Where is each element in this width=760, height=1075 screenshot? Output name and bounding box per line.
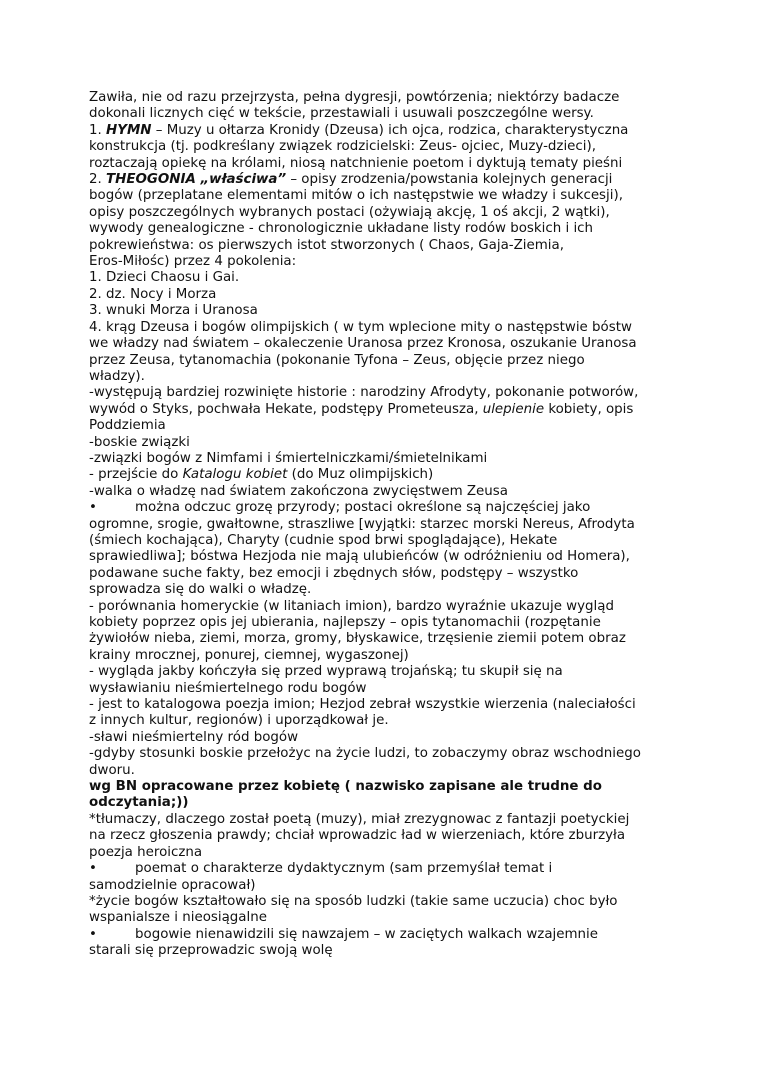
text-line: wywody genealogiczne - chronologicznie układane listy rodów boskich i ich [89,221,594,237]
text-line: *życie bogów kształtowało się na sposób ludzki (takie same uczucia) choc było [89,893,618,909]
document-body [89,90,679,960]
theogonia-heading-line [89,172,679,188]
text-line: pokrewieństwa: os pierwszych istot stworzonych ( Chaos, Gaja-Ziemia, [89,237,564,253]
text-line: konstrukcja (tj. podkreślany związek rodzicielski: Zeus- ojciec, Muzy-dzieci), [89,139,596,155]
text-line: poezja heroiczna [89,844,203,860]
italic-title: Katalogu kobiet [182,467,288,483]
text-line: wysławianiu nieśmiertelnego rodu bogów [89,680,367,696]
text-line: żywiołów nieba, ziemi, morza, gromy, błyskawice, trzęsienie ziemii potem obraz [89,631,626,647]
text-line: podawane suche fakty, bez emocji i zbędnych słów, podstępy – wszystko [89,565,579,581]
text-line: sprowadza się do walki o władzę. [89,582,312,598]
text-span: (do Muz olimpijskich) [287,467,434,483]
text-line: bogów (przeplatane elementami mitów o ich następstwie we władzy i sukcesji), [89,188,623,204]
hymn-text: – Muzy u ołtarza Kronidy (Dzeusa) ich ojca, rodzica, charakterystyczna [151,122,629,138]
text-line: we władzy nad światem – okaleczenie Uranosa przez Kronosa, oszukanie Uranosa [89,336,637,352]
bullet-text: można odczuc grozę przyrody; postaci określone są najczęściej jako [135,500,591,516]
text-line: *tłumaczy, dlaczego został poetą (muzy), miał zrezygnowac z fantazji poetyckiej [89,811,630,827]
text-line: ogromne, srogie, gwałtowne, straszliwe [wyjątki: starzec morski Nereus, Afrodyta [89,516,635,532]
text-line: - wygląda jakby kończyła się przed wyprawą trojańską; tu skupił się na [89,664,563,680]
text-line: -sławi nieśmiertelny ród bogów [89,729,299,745]
text-line [89,467,679,483]
bullet-icon: • [89,861,97,877]
bullet-line [89,861,679,877]
bullet-text: bogowie nienawidzili się nawzajem – w zaciętych walkach wzajemnie [135,926,598,942]
text-span: - przejście do [89,467,183,483]
text-line: na rzecz głoszenia prawdy; chciał wprowadzic ład w wierzeniach, które zburzyła [89,828,626,844]
text-line: 1. Dzieci Chaosu i Gai. [89,270,240,286]
text-line: -walka o władzę nad światem zakończona zwycięstwem Zeusa [89,483,508,499]
text-line: opisy poszczególnych wybranych postaci (ożywiają akcję, 1 oś akcji, 2 wątki), [89,204,610,220]
hymn-heading-line [89,123,679,139]
text-line [89,402,679,418]
list-number: 2. [89,172,107,188]
bullet-icon: • [89,926,97,942]
text-line: -występują bardziej rozwinięte historie : narodziny Afrodyty, pokonanie potworów, [89,385,639,401]
text-line: dokonali licznych cięć w tekście, przestawiali i usuwali poszczególne wersy. [89,106,594,122]
text-line: krainy mrocznej, ponurej, ciemnej, wygaszonej) [89,647,409,663]
bold-heading-line: wg BN opracowane przez kobietę ( nazwisko zapisane ale trudne do [89,779,602,795]
bullet-text: poemat o charakterze dydaktycznym (sam przemyślał temat i [135,861,553,877]
text-line: - porównania homeryckie (w litaniach imion), bardzo wyraźnie ukazuje wygląd [89,598,614,614]
text-line: Eros-Miłośc) przez 4 pokolenia: [89,254,297,270]
text-line: Poddziemia [89,418,166,434]
bullet-line [89,500,679,516]
text-line: -związki bogów z Nimfami i śmiertelniczkami/śmietelnikami [89,450,488,466]
text-line: sprawiedliwa]; bóstwa Hezjoda nie mają ulubieńców (w odróżnieniu od Homera), [89,549,630,565]
text-line: -boskie związki [89,434,190,450]
theogonia-title: THEOGONIA „właściwa” [106,172,287,188]
text-line: władzy). [89,368,145,384]
text-line: 2. dz. Nocy i Morza [89,286,217,302]
text-span: kobiety, opis [544,401,634,417]
hymn-title: HYMN [106,122,152,138]
text-line: (śmiech kochająca), Charyty (cudnie spod brwi spoglądające), Hekate [89,532,558,548]
text-line: przez Zeusa, tytanomachia (pokonanie Tyfona – Zeus, objęcie przez niego [89,352,585,368]
text-line: 4. krąg Dzeusa i bogów olimpijskich ( w tym wplecione mity o następstwie bóstw [89,319,632,335]
text-span: wywód o Styks, pochwała Hekate, podstępy Prometeusza, [89,401,483,417]
bullet-line [89,927,679,943]
bullet-icon: • [89,500,97,516]
theogonia-text: – opisy zrodzenia/powstania kolejnych generacji [286,172,613,188]
text-line: dworu. [89,762,135,778]
text-line: - jest to katalogowa poezja imion; Hezjod zebrał wszystkie wierzenia (naleciałości [89,697,636,713]
text-line: -gdyby stosunki boskie przełożyc na życie ludzi, to zobaczymy obraz wschodniego [89,746,641,762]
text-line: 3. wnuki Morza i Uranosa [89,303,258,319]
text-line: starali się przeprowadzic swoją wolę [89,943,333,959]
italic-word: ulepienie [482,401,545,417]
text-line: wspanialsze i nieosiągalne [89,910,267,926]
bold-heading-line: odczytania;)) [89,795,189,811]
text-line: z innych kultur, regionów) i uporządkował je. [89,713,389,729]
text-line: samodzielnie opracował) [89,877,256,893]
list-number: 1. [89,122,107,138]
text-line: Zawiła, nie od razu przejrzysta, pełna dygresji, powtórzenia; niektórzy badacze [89,90,620,105]
text-line: kobiety poprzez opis jej ubierania, najlepszy – opis tytanomachii (rozpętanie [89,615,601,630]
text-line: roztaczają opiekę na królami, niosą natchnienie poetom i dyktują tematy pieśni [89,155,623,171]
